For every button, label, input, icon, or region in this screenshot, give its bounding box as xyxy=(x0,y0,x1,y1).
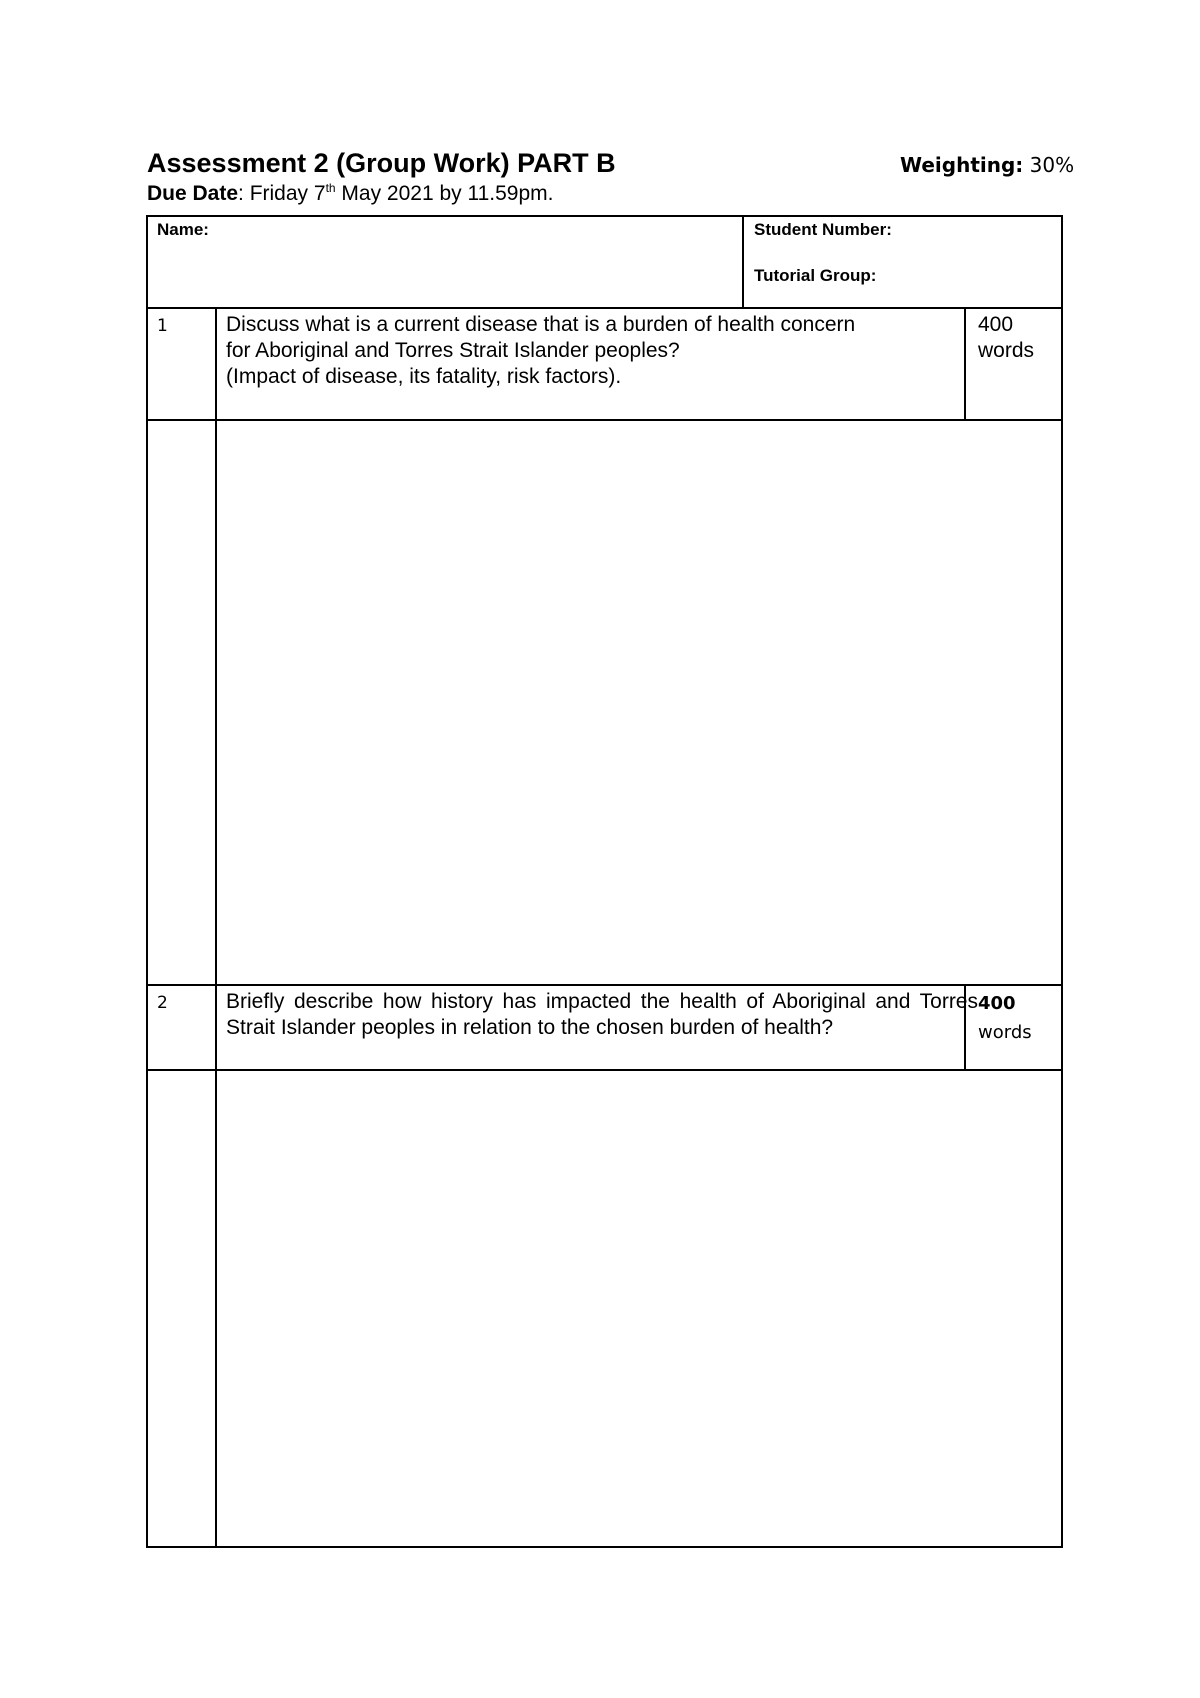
due-date-prefix: : Friday 7 xyxy=(238,182,326,205)
table-divider-name xyxy=(742,215,744,309)
student-number-label: Student Number: xyxy=(754,220,892,239)
answer-area-1[interactable] xyxy=(217,421,1061,984)
name-label: Name: xyxy=(157,220,209,239)
due-date-label: Due Date xyxy=(147,182,239,205)
question-1-line-2: for Aboriginal and Torres Strait Islander peoples? xyxy=(226,339,680,362)
question-2-text: Briefly describe how history has impacted the health of Aboriginal and Torres Strait Islander peoples in relation to the chosen burden of health? xyxy=(226,990,978,1039)
question-1-line-3: (Impact of disease, its fatality, risk factors). xyxy=(226,365,622,388)
page-title: Assessment 2 (Group Work) PART B xyxy=(147,148,616,178)
answer-area-2[interactable] xyxy=(217,1071,1061,1546)
table-rule-after-name xyxy=(147,307,1062,309)
tutorial-group-label: Tutorial Group: xyxy=(754,266,877,285)
table-rule-before-q2 xyxy=(147,984,1062,986)
weighting xyxy=(900,152,1074,178)
table-border-right xyxy=(1061,215,1063,1548)
due-date-ordinal: th xyxy=(325,181,336,195)
question-2-word-limit xyxy=(978,989,1032,1047)
question-2-number: 2 xyxy=(157,993,168,1013)
question-2-word-count: 400 xyxy=(978,993,1016,1014)
table-border-top xyxy=(147,215,1062,217)
due-date xyxy=(147,181,553,207)
table-border-bottom xyxy=(147,1546,1062,1548)
question-1-line-1: Discuss what is a current disease that is a burden of health concern xyxy=(226,313,856,336)
question-1-number: 1 xyxy=(157,316,168,336)
weighting-value: 30% xyxy=(1029,153,1075,177)
table-divider-words-q1 xyxy=(964,307,966,421)
question-1-text xyxy=(226,312,855,390)
due-date-suffix: May 2021 by 11.59pm. xyxy=(335,182,554,205)
question-1-word-unit: words xyxy=(978,339,1035,362)
weighting-label: Weighting: xyxy=(900,153,1024,177)
question-1-word-limit xyxy=(978,312,1034,364)
question-2-word-unit: words xyxy=(978,1022,1032,1043)
table-border-left xyxy=(146,215,148,1548)
question-1-word-count: 400 xyxy=(978,313,1014,336)
